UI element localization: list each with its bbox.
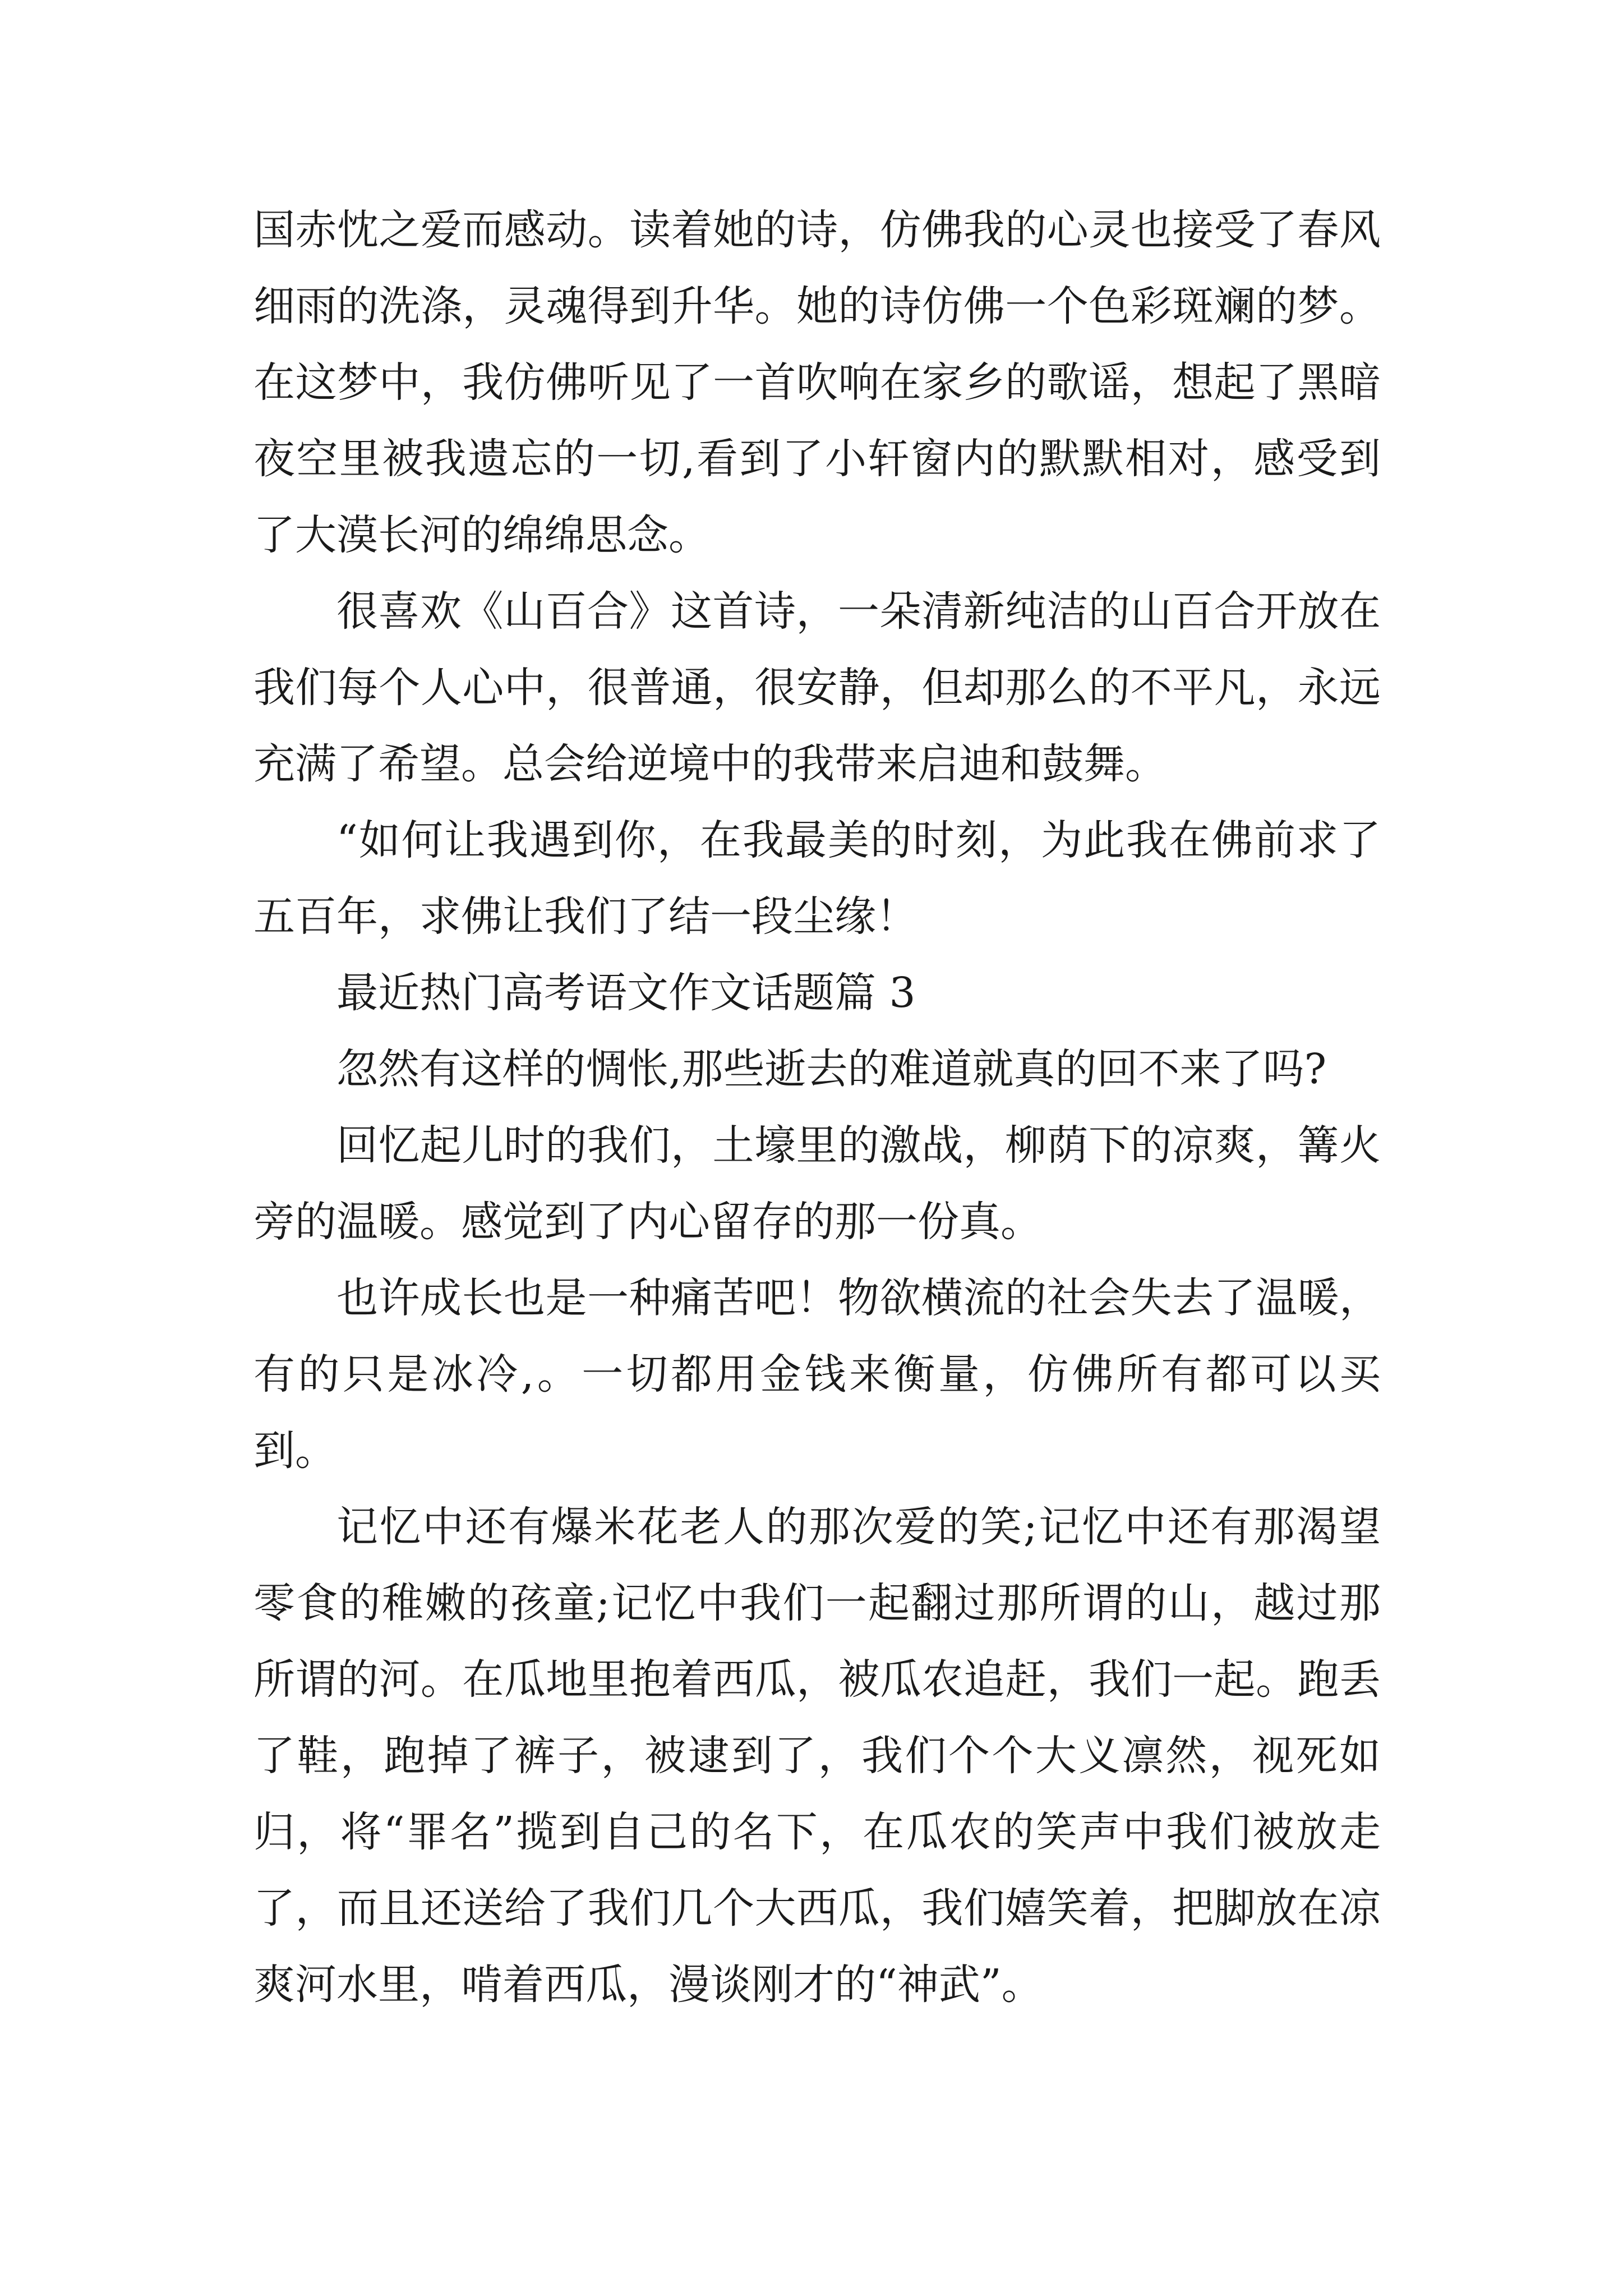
section-heading: 最近热门高考语文作文话题篇 3 xyxy=(336,969,916,1017)
document-body xyxy=(253,192,1381,2023)
paragraph-childhood: 回忆起儿时的我们，土壕里的激战，柳荫下的凉爽，篝火旁的温暖。感觉到了内心留存的那一份真。 xyxy=(253,1121,1381,1246)
paragraph-melancholy: 忽然有这样的惆怅,那些逝去的难道就真的回不来了吗? xyxy=(336,1045,1327,1093)
paragraph-continuation: 国赤忱之爱而感动。读着她的诗，仿佛我的心灵也接受了春风细雨的洗涤，灵魂得到升华。她的诗仿佛一个色彩斑斓的梦。在这梦中，我仿佛听见了一首吹响在家乡的歌谣，想起了黑暗夜空里被我遗忘的一切,看到了小轩窗内的默默相对，感受到了大漠长河的绵绵思念。 xyxy=(253,206,1381,559)
paragraph-growing-up: 也许成长也是一种痛苦吧！物欲横流的社会失去了温暖，有的只是冰冷,。一切都用金钱来衡量，仿佛所有都可以买到。 xyxy=(253,1274,1381,1475)
paragraph-memories: 记忆中还有爆米花老人的那次爱的笑;记忆中还有那渴望零食的稚嫩的孩童;记忆中我们一起翻过那所谓的山，越过那所谓的河。在瓜地里抱着西瓜，被瓜农追赶，我们一起。跑丢了鞋，跑掉了裤子，被逮到了，我们个个大义凛然，视死如归，将“罪名”揽到自己的名下，在瓜农的笑声中我们被放走了，而且还送给了我们几个大西瓜，我们嬉笑着，把脚放在凉爽河水里，啃着西瓜，漫谈刚才的“神武”。 xyxy=(253,1503,1381,2009)
paragraph-lily-poem: 很喜欢《山百合》这首诗，一朵清新纯洁的山百合开放在我们每个人心中，很普通，很安静，但却那么的不平凡，永远充满了希望。总会给逆境中的我带来启迪和鼓舞。 xyxy=(253,587,1381,788)
paragraph-quote: “如何让我遇到你，在我最美的时刻，为此我在佛前求了五百年，求佛让我们了结一段尘缘！ xyxy=(253,816,1381,941)
